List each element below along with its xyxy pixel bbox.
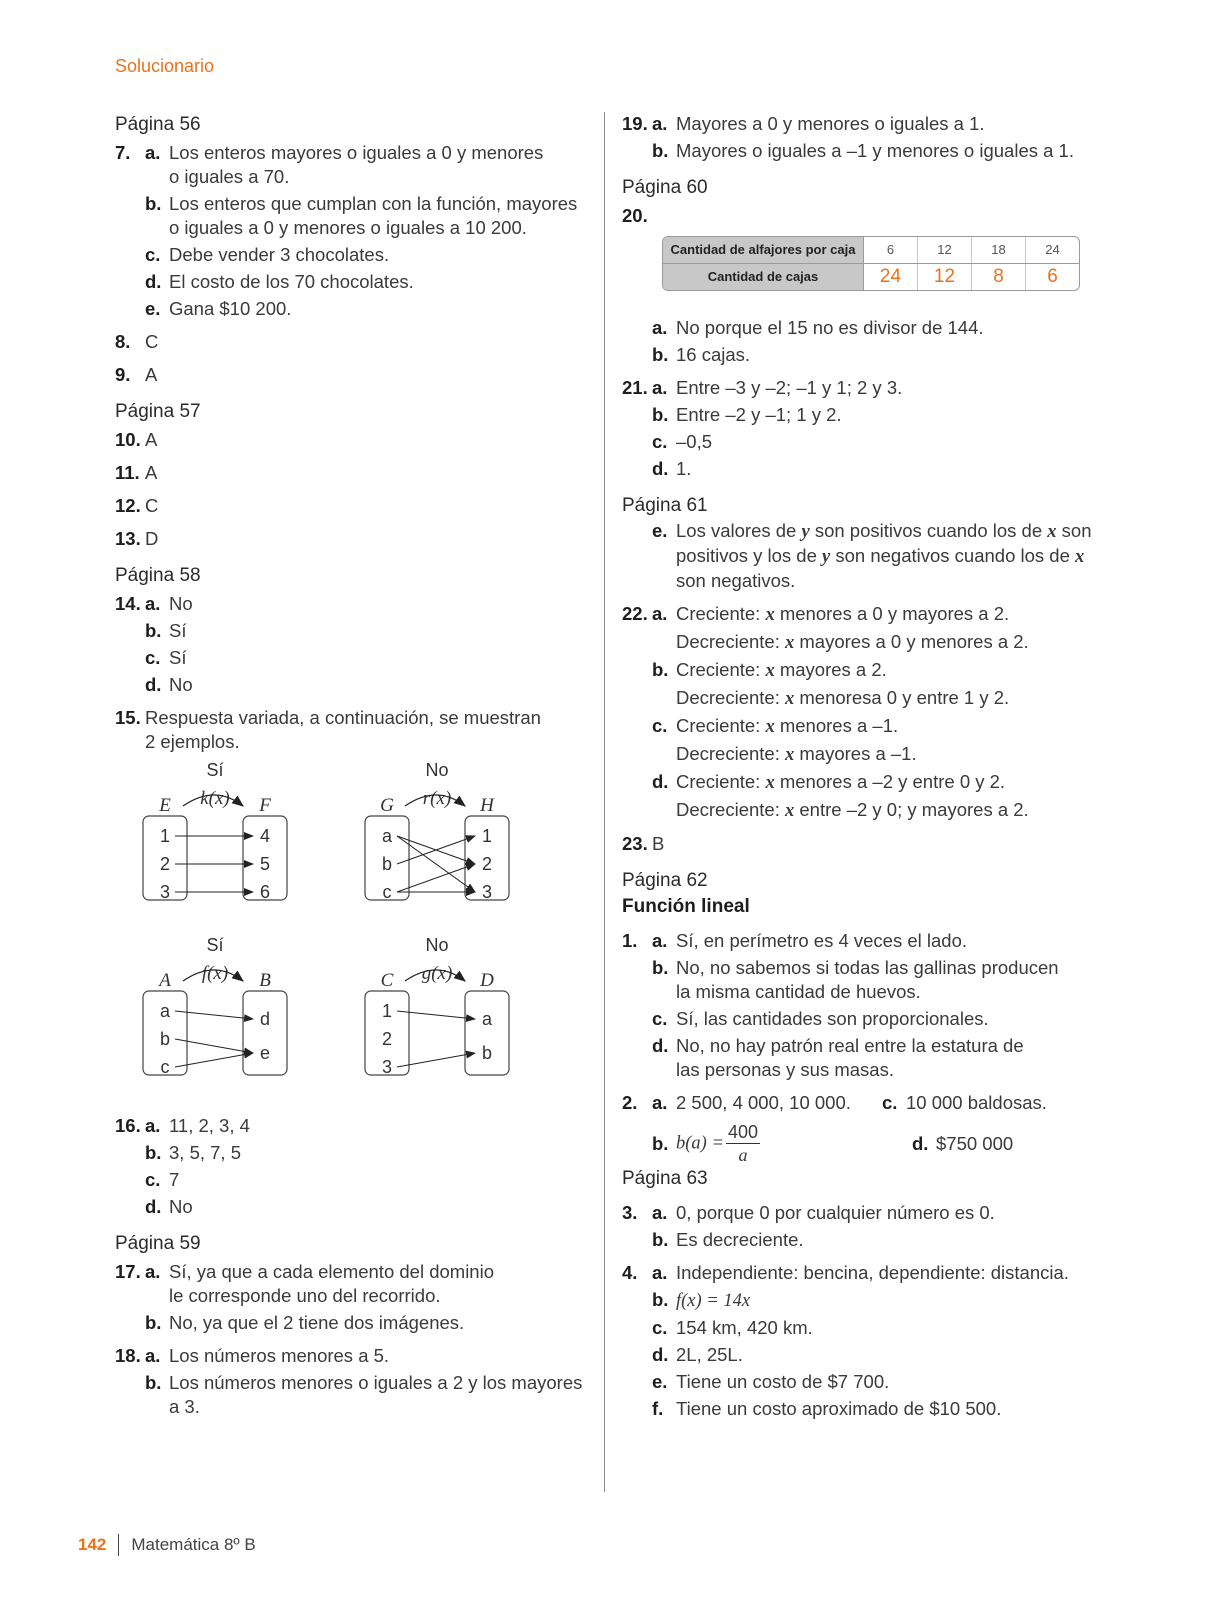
book-title: Matemática 8º B <box>131 1535 256 1554</box>
answer-item: a. No porque el 15 no es divisor de 144. <box>652 317 984 338</box>
section-heading: Página 61 <box>622 495 708 516</box>
diagram-verdict: No <box>425 760 449 780</box>
domain-element: 2 <box>159 854 171 874</box>
answer-item: d. No, no hay patrón real entre la estatura de <box>652 1035 1024 1056</box>
diagram-verdict: Sí <box>206 935 224 955</box>
table-cell: 12 <box>918 237 972 263</box>
answer-item: c. 154 km, 420 km. <box>652 1317 813 1338</box>
answer-continuation: Decreciente: x entre –2 y 0; y mayores a 2. <box>676 799 1029 821</box>
codomain-element: 6 <box>259 882 271 902</box>
answer-continuation: a 3. <box>169 1396 200 1417</box>
answer-item: 23. B <box>622 833 665 854</box>
diagram-verdict: No <box>425 935 449 955</box>
answer-item: b. 16 cajas. <box>652 344 751 365</box>
function-label: r(x) <box>422 788 452 809</box>
codomain-label: B <box>259 970 271 991</box>
answer-item: b. Los enteros que cumplan con la función, mayores <box>145 193 578 214</box>
domain-element: 1 <box>381 1001 393 1021</box>
codomain-element: a <box>481 1009 493 1029</box>
answer-continuation: 2 ejemplos. <box>145 731 240 752</box>
answer-continuation: o iguales a 70. <box>169 166 290 187</box>
answer-item: 22. a. Creciente: x menores a 0 y mayores a 2. <box>622 603 1010 625</box>
function-label: k(x) <box>200 788 230 809</box>
domain-element: 2 <box>381 1029 393 1049</box>
answer-item: 7. a. Los enteros mayores o iguales a 0 y menores <box>115 142 544 163</box>
domain-element: 3 <box>381 1057 393 1077</box>
codomain-element: 3 <box>481 882 493 902</box>
alfajores-table <box>662 236 1080 291</box>
codomain-label: D <box>480 970 494 991</box>
diagrams-svg <box>115 758 585 1108</box>
answer-item: 13. D <box>115 528 159 549</box>
answer-item: b. Es decreciente. <box>652 1229 804 1250</box>
domain-element: b <box>159 1029 171 1049</box>
answer-continuation: le corresponde uno del recorrido. <box>169 1285 441 1306</box>
answer-item: c. 7 <box>145 1169 180 1190</box>
domain-element: c <box>382 882 392 902</box>
answer-continuation: Decreciente: x mayores a 0 y menores a 2. <box>676 631 1029 653</box>
answer-item: d. Creciente: x menores a –2 y entre 0 y 2. <box>652 771 1006 793</box>
table-cell: 24 <box>864 264 918 290</box>
answer-item: b. 3, 5, 7, 5 <box>145 1142 241 1163</box>
answer-item: b. b(a) = $\frac{400}{a}$ d. $750 000 <box>652 1122 1014 1165</box>
domain-element: b <box>381 854 393 874</box>
answer-item: b. Sí <box>145 620 187 641</box>
table-cell: 18 <box>972 237 1026 263</box>
answer-continuation: son negativos. <box>676 570 796 591</box>
answer-item: c. –0,5 <box>652 431 713 452</box>
domain-label: C <box>380 970 394 991</box>
table-cell: 24 <box>1045 242 1060 257</box>
right-column <box>622 112 1092 1421</box>
codomain-element: b <box>481 1043 493 1063</box>
answer-item: d. 1. <box>652 458 692 479</box>
section-heading: Página 63 <box>622 1168 708 1189</box>
codomain-element: d <box>259 1009 271 1029</box>
answer-item: 4. a. Independiente: bencina, dependiente: distancia. <box>622 1262 1069 1283</box>
answer-item: b. Mayores o iguales a –1 y menores o iguales a 1. <box>652 140 1074 161</box>
domain-label: E <box>159 795 171 816</box>
answer-item: 10. A <box>115 429 158 450</box>
section-title: Función lineal <box>622 896 750 917</box>
answer-item: 12. C <box>115 495 159 516</box>
answer-item: e. Tiene un costo de $7 700. <box>652 1371 890 1392</box>
answer-item: e. Gana $10 200. <box>145 298 292 319</box>
answer-item: 19. a. Mayores a 0 y menores o iguales a 1. <box>622 113 985 134</box>
function-label: g(x) <box>421 963 453 984</box>
domain-label: G <box>380 795 394 816</box>
domain-label: A <box>159 970 171 991</box>
page-number: 142 <box>78 1535 107 1554</box>
answer-item: b. No, ya que el 2 tiene dos imágenes. <box>145 1312 465 1333</box>
codomain-element: 2 <box>481 854 493 874</box>
answer-item: f. Tiene un costo aproximado de $10 500. <box>652 1398 1002 1419</box>
answer-item: d. 2L, 25L. <box>652 1344 743 1365</box>
answer-item: 20. <box>622 205 648 226</box>
section-heading: Página 56 <box>115 114 201 135</box>
answer-item: b. f(x) = 14x <box>652 1289 751 1311</box>
answer-item: d. No <box>145 1196 193 1217</box>
codomain-label: F <box>259 795 271 816</box>
answer-continuation: positivos y los de y son negativos cuando los de x <box>676 545 1085 567</box>
answer-item: 3. a. 0, porque 0 por cualquier número es 0. <box>622 1202 995 1223</box>
section-heading: Página 62 <box>622 870 708 891</box>
answer-item: 18. a. Los números menores a 5. <box>115 1345 390 1366</box>
answer-item: b. Entre –2 y –1; 1 y 2. <box>652 404 842 425</box>
answer-item: c. Sí, las cantidades son proporcionales. <box>652 1008 989 1029</box>
answer-item: d. El costo de los 70 chocolates. <box>145 271 414 292</box>
codomain-element: 5 <box>259 854 271 874</box>
section-heading: Página 60 <box>622 177 708 198</box>
answer-continuation: la misma cantidad de huevos. <box>676 981 921 1002</box>
function-label: f(x) <box>201 963 229 984</box>
answer-item: 1. a. Sí, en perímetro es 4 veces el lado. <box>622 930 968 951</box>
answer-item: 17. a. Sí, ya que a cada elemento del dominio <box>115 1261 494 1282</box>
function-diagrams <box>115 758 585 1108</box>
section-heading: Página 57 <box>115 401 201 422</box>
answer-item: b. Creciente: x mayores a 2. <box>652 659 887 681</box>
table-row <box>663 237 1079 264</box>
answer-continuation: o iguales a 0 y menores o iguales a 10 200. <box>169 217 527 238</box>
answer-item: 21. a. Entre –3 y –2; –1 y 1; 2 y 3. <box>622 377 903 398</box>
answer-item: 9. A <box>115 364 158 385</box>
table-cell: 8 <box>972 264 1026 290</box>
table-cell: 6 <box>1047 266 1058 287</box>
table-row <box>663 264 1079 290</box>
answer-item: c. Debe vender 3 chocolates. <box>145 244 390 265</box>
table-header: Cantidad de alfajores por caja <box>663 237 864 263</box>
footer <box>78 1534 256 1556</box>
codomain-element: 1 <box>481 826 493 846</box>
domain-element: c <box>160 1057 170 1077</box>
section-heading: Página 58 <box>115 565 201 586</box>
domain-element: a <box>381 826 393 846</box>
fraction: $\frac{400}{a}$ <box>727 1122 758 1165</box>
answer-item: 2. a. 2 500, 4 000, 10 000. c. 10 000 baldosas. <box>622 1092 1047 1113</box>
answer-item: b. Los números menores o iguales a 2 y los mayores <box>145 1372 583 1393</box>
answer-continuation: Decreciente: x menoresa 0 y entre 1 y 2. <box>676 687 1010 709</box>
table-cell: 6 <box>864 237 918 263</box>
answer-item: 11. A <box>115 462 158 483</box>
codomain-element: e <box>259 1043 271 1063</box>
answer-item: c. Creciente: x menores a –1. <box>652 715 899 737</box>
section-heading: Página 59 <box>115 1233 201 1254</box>
answer-continuation: las personas y sus masas. <box>676 1059 894 1080</box>
diagram-verdict: Sí <box>206 760 224 780</box>
left-column <box>115 112 585 1419</box>
codomain-element: 4 <box>259 826 271 846</box>
domain-element: 3 <box>159 882 171 902</box>
answer-continuation: Decreciente: x mayores a –1. <box>676 743 917 765</box>
footer-separator <box>118 1534 119 1556</box>
answer-item: e. Los valores de y son positivos cuando los de x son <box>652 520 1092 542</box>
domain-element: 1 <box>159 826 171 846</box>
answer-item: d. No <box>145 674 193 695</box>
answer-item: 16. a. 11, 2, 3, 4 <box>115 1115 250 1136</box>
header-solucionario: Solucionario <box>115 56 215 76</box>
table-cell: 12 <box>918 264 972 290</box>
column-divider <box>604 112 605 1492</box>
codomain-label: H <box>480 795 494 816</box>
answer-item: b. No, no sabemos si todas las gallinas producen <box>652 957 1059 978</box>
domain-element: a <box>159 1001 171 1021</box>
table-header: Cantidad de cajas <box>663 264 864 290</box>
answer-item: 15. Respuesta variada, a continuación, se muestran <box>115 707 541 728</box>
answer-item: c. Sí <box>145 647 187 668</box>
answer-item: 14. a. No <box>115 593 193 614</box>
answer-item: 8. C <box>115 331 159 352</box>
